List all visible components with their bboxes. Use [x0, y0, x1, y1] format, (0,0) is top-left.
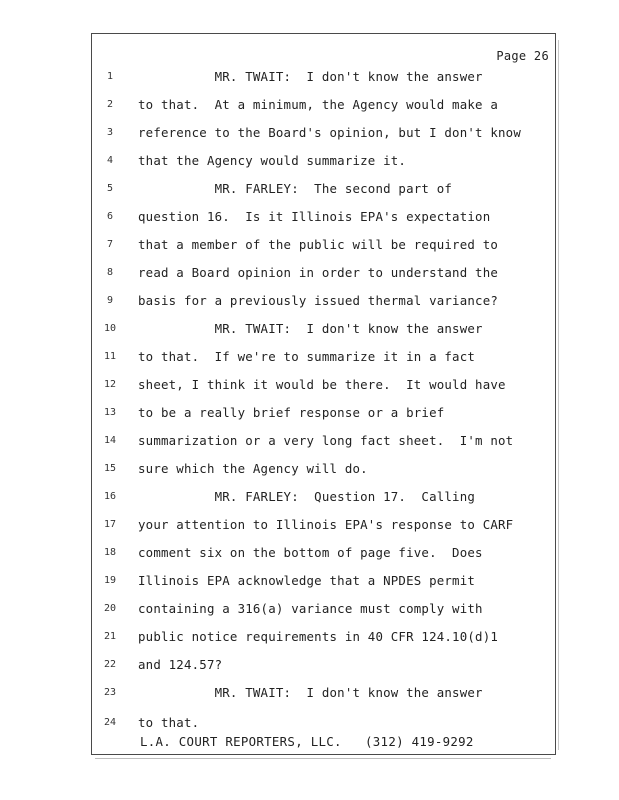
line-number: 20 — [103, 603, 117, 614]
line-number: 12 — [103, 379, 117, 390]
transcript-line: reference to the Board's opinion, but I don't know — [138, 125, 521, 140]
transcript-line: MR. TWAIT: I don't know the answer — [138, 321, 483, 336]
page-number: Page 26 — [496, 49, 549, 63]
transcript-line: to that. If we're to summarize it in a fact — [138, 349, 476, 364]
transcript-line: sure which the Agency will do. — [138, 461, 368, 476]
transcript-line: that a member of the public will be required to — [138, 237, 499, 252]
transcript-line: basis for a previously issued thermal variance? — [138, 293, 499, 308]
line-number: 1 — [106, 71, 114, 82]
transcript-line: MR. TWAIT: I don't know the answer — [138, 69, 483, 84]
transcript-line: to that. At a minimum, the Agency would make a — [138, 97, 499, 112]
line-number: 7 — [106, 239, 114, 250]
transcript-line: question 16. Is it Illinois EPA's expectation — [138, 209, 491, 224]
line-number: 17 — [103, 519, 117, 530]
line-number: 19 — [103, 575, 117, 586]
transcript-line: Illinois EPA acknowledge that a NPDES permit — [138, 573, 476, 588]
scan-bottom-artifact — [95, 758, 551, 759]
line-number: 24 — [103, 717, 117, 728]
line-number: 5 — [106, 183, 114, 194]
line-number: 2 — [106, 99, 114, 110]
transcript-line: summarization or a very long fact sheet. I'm not — [138, 433, 514, 448]
scan-edge-artifact — [558, 40, 559, 750]
transcript-line: and 124.57? — [138, 657, 223, 672]
transcript-line: read a Board opinion in order to understand the — [138, 265, 499, 280]
transcript-line: comment six on the bottom of page five. Does — [138, 545, 483, 560]
transcript-line: sheet, I think it would be there. It would have — [138, 377, 506, 392]
transcript-line: MR. FARLEY: Question 17. Calling — [138, 489, 476, 504]
transcript-line: your attention to Illinois EPA's response to CARF — [138, 517, 514, 532]
line-number: 11 — [103, 351, 117, 362]
transcript-line: MR. FARLEY: The second part of — [138, 181, 453, 196]
line-number: 22 — [103, 659, 117, 670]
line-number: 16 — [103, 491, 117, 502]
line-number: 10 — [103, 323, 117, 334]
transcript-line: public notice requirements in 40 CFR 124.10(d)1 — [138, 629, 499, 644]
line-number: 15 — [103, 463, 117, 474]
line-number: 21 — [103, 631, 117, 642]
footer-reporter-info: L.A. COURT REPORTERS, LLC. (312) 419-9292 — [140, 734, 474, 749]
line-number: 3 — [106, 127, 114, 138]
line-number: 9 — [106, 295, 114, 306]
line-number: 4 — [106, 155, 114, 166]
transcript-line: MR. TWAIT: I don't know the answer — [138, 685, 483, 700]
line-number: 18 — [103, 547, 117, 558]
line-number: 14 — [103, 435, 117, 446]
line-number: 13 — [103, 407, 117, 418]
transcript-line: to be a really brief response or a brief — [138, 405, 445, 420]
line-number: 23 — [103, 687, 117, 698]
transcript-line: to that. — [138, 715, 200, 730]
line-number: 8 — [106, 267, 114, 278]
transcript-line: containing a 316(a) variance must comply with — [138, 601, 483, 616]
transcript-line: that the Agency would summarize it. — [138, 153, 407, 168]
transcript-page — [91, 33, 556, 755]
line-number: 6 — [106, 211, 114, 222]
